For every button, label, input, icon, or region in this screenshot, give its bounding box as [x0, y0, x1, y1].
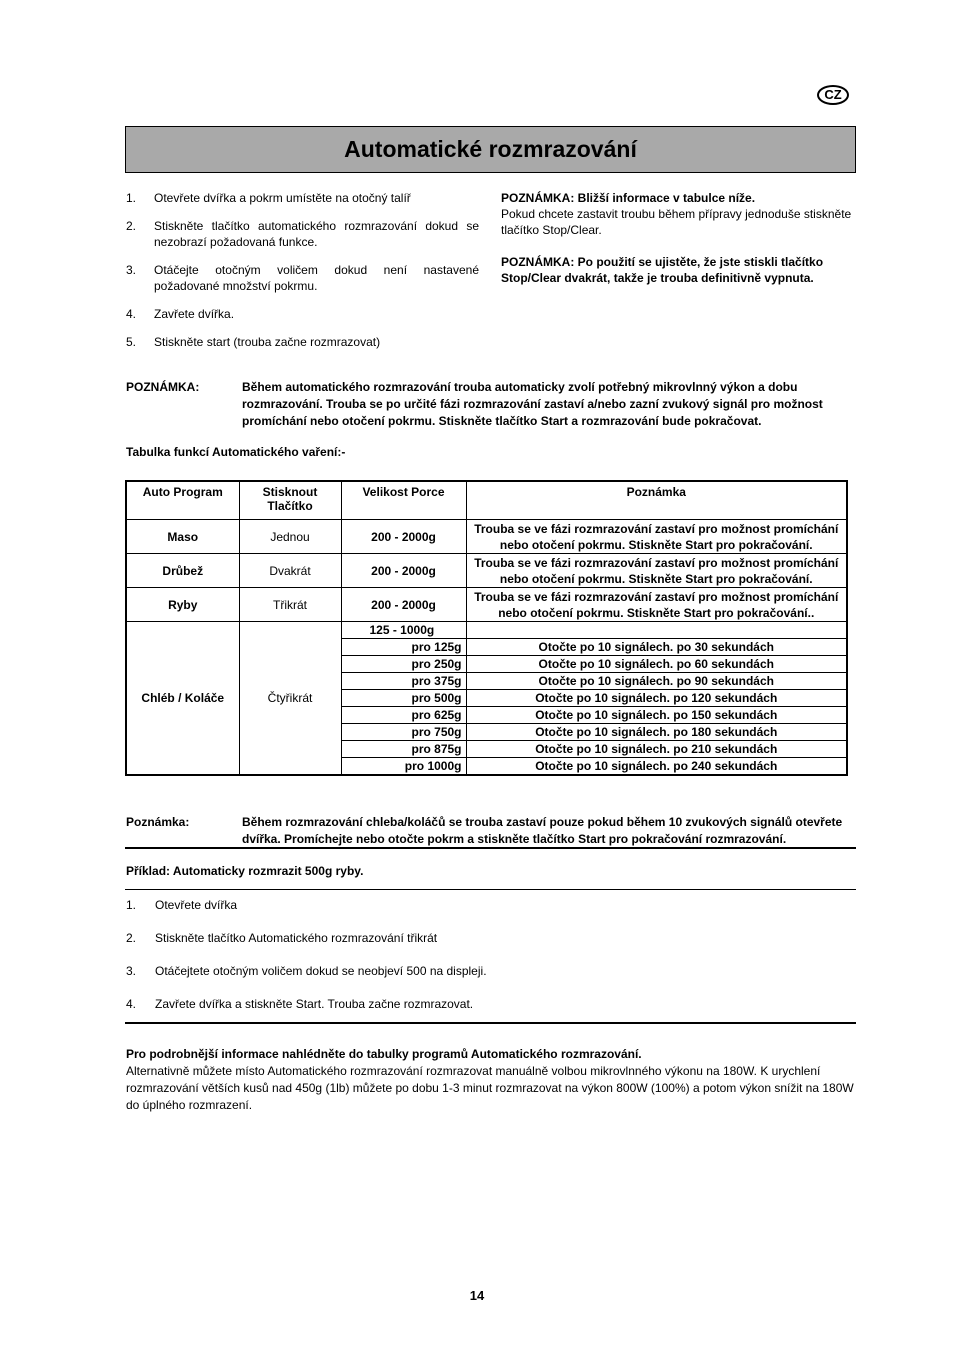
side-notes — [501, 190, 856, 302]
press-cell: Čtyřikrát — [239, 622, 341, 776]
bread-note — [126, 814, 856, 848]
note-cell: Otočte po 10 signálech. po 60 sekundách — [466, 656, 847, 673]
size-cell: pro 500g — [341, 690, 466, 707]
press-cell: Dvakrát — [239, 554, 341, 588]
size-cell: 200 - 2000g — [341, 588, 466, 622]
divider — [125, 1022, 856, 1024]
step-item: 2. Stiskněte tlačítko automatického rozmrazování dokud se nezobrazí požadovaná funkce. — [126, 219, 479, 249]
size-cell: pro 125g — [341, 639, 466, 656]
size-cell: pro 375g — [341, 673, 466, 690]
note-cell: Otočte po 10 signálech. po 120 sekundách — [466, 690, 847, 707]
main-note — [126, 379, 856, 430]
press-cell: Jednou — [239, 520, 341, 554]
step-item: 3. Otáčejte otočným voličem dokud není nastavené požadované množství pokrmu. — [126, 263, 479, 293]
note-cell: Trouba se ve fázi rozmrazování zastaví pro možnost promíchání nebo otočení pokrmu. Stiskněte Start pro pokračování. — [466, 520, 847, 554]
note-cell: Trouba se ve fázi rozmrazování zastaví pro možnost promíchání nebo otočení pokrmu. Stiskněte Start pro pokračování. — [466, 554, 847, 588]
example-step: 1. Otevřete dvířka — [126, 898, 238, 912]
size-cell: 200 - 2000g — [341, 520, 466, 554]
example-step: 2. Stiskněte tlačítko Automatického rozmrazování třikrát — [126, 931, 438, 945]
table-row — [126, 588, 847, 622]
step-item: 1. Otevřete dvířka a pokrm umístěte na otočný talíř — [126, 191, 411, 205]
note-cell: Otočte po 10 signálech. po 180 sekundách — [466, 724, 847, 741]
size-cell: 200 - 2000g — [341, 554, 466, 588]
program-cell: Chléb / Koláče — [126, 622, 239, 776]
page-title: Automatické rozmrazování — [125, 126, 856, 173]
program-cell: Drůbež — [126, 554, 239, 588]
note-text: Během automatického rozmrazování trouba automaticky zvolí potřebný mikrovlnný výkon a dobu rozmrazování. Trouba se po určité fázi rozmrazování zastaví a/nebo zazní zvukový signál pro možnost promíchání nebo otočení pokrmu. Stiskněte tlačítko Start a rozmrazování bude pokračovat. — [242, 380, 823, 428]
size-cell: pro 750g — [341, 724, 466, 741]
size-cell: pro 625g — [341, 707, 466, 724]
note-cell: Otočte po 10 signálech. po 240 sekundách — [466, 758, 847, 776]
example-steps — [126, 897, 856, 1029]
table-row — [126, 554, 847, 588]
size-cell: pro 875g — [341, 741, 466, 758]
table-row — [126, 622, 847, 639]
note-cell — [466, 622, 847, 639]
column-header: Auto Program — [126, 481, 239, 520]
example-step: 4. Zavřete dvířka a stiskněte Start. Trouba začne rozmrazovat. — [126, 997, 474, 1011]
footer-paragraph: Alternativně můžete místo Automatického rozmrazování rozmrazovat manuálně volbou mikrovlnného výkonu na 180W. K urychlení rozmrazování větších kusů nad 450g (1lb) můžete po dobu 1-3 minut rozmrazovat na výkon 800W (100%) a potom výkon snížit na 180W do úplného rozmrazení. — [126, 1064, 854, 1112]
note-cell: Otočte po 10 signálech. po 90 sekundách — [466, 673, 847, 690]
size-cell: 125 - 1000g — [341, 622, 466, 639]
stop-clear-note: POZNÁMKA: Po použití se ujistěte, že jste stiskli tlačítko Stop/Clear dvakrát, takže je trouba definitivně vypnuta. — [501, 255, 824, 285]
note-heading: POZNÁMKA: Bližší informace v tabulce níže. — [501, 191, 756, 205]
auto-defrost-table — [125, 480, 848, 776]
example-title: Příklad: Automaticky rozmrazit 500g ryby. — [126, 864, 364, 878]
size-cell: pro 1000g — [341, 758, 466, 776]
column-header: Stisknout Tlačítko — [239, 481, 341, 520]
step-item: 4. Zavřete dvířka. — [126, 307, 235, 321]
note-text: Pokud chcete zastavit troubu během přípravy jednoduše stiskněte tlačítko Stop/Clear. — [501, 207, 852, 237]
note-label: Poznámka: — [126, 815, 190, 829]
footer-heading: Pro podrobnější informace nahlédněte do tabulky programů Automatického rozmrazování. — [126, 1047, 642, 1061]
divider — [125, 847, 856, 849]
program-cell: Ryby — [126, 588, 239, 622]
table-row — [126, 520, 847, 554]
table-header-row — [126, 481, 847, 520]
note-cell: Trouba se ve fázi rozmrazování zastaví pro možnost promíchání nebo otočení pokrmu. Stiskněte Start pro pokračování.. — [466, 588, 847, 622]
program-cell: Maso — [126, 520, 239, 554]
step-item: 5. Stiskněte start (trouba začne rozmrazovat) — [126, 335, 381, 349]
column-header: Velikost Porce — [341, 481, 466, 520]
note-label: POZNÁMKA: — [126, 380, 200, 394]
language-badge: CZ — [817, 85, 849, 105]
page-number: 14 — [469, 1288, 485, 1303]
divider — [125, 889, 856, 890]
press-cell: Třikrát — [239, 588, 341, 622]
size-cell: pro 250g — [341, 656, 466, 673]
note-cell: Otočte po 10 signálech. po 30 sekundách — [466, 639, 847, 656]
table-caption: Tabulka funkcí Automatického vaření:- — [126, 445, 346, 459]
instruction-steps — [126, 190, 479, 362]
footer-info — [126, 1046, 856, 1114]
note-cell: Otočte po 10 signálech. po 150 sekundách — [466, 707, 847, 724]
note-cell: Otočte po 10 signálech. po 210 sekundách — [466, 741, 847, 758]
example-step: 3. Otáčejtete otočným voličem dokud se neobjeví 500 na displeji. — [126, 964, 487, 978]
column-header: Poznámka — [466, 481, 847, 520]
note-text: Během rozmrazování chleba/koláčů se trouba zastaví pouze pokud během 10 zvukových signálů otevřete dvířka. Promíchejte nebo otočte pokrm a stiskněte tlačítko Start pro pokračování rozmrazování. — [242, 815, 843, 846]
